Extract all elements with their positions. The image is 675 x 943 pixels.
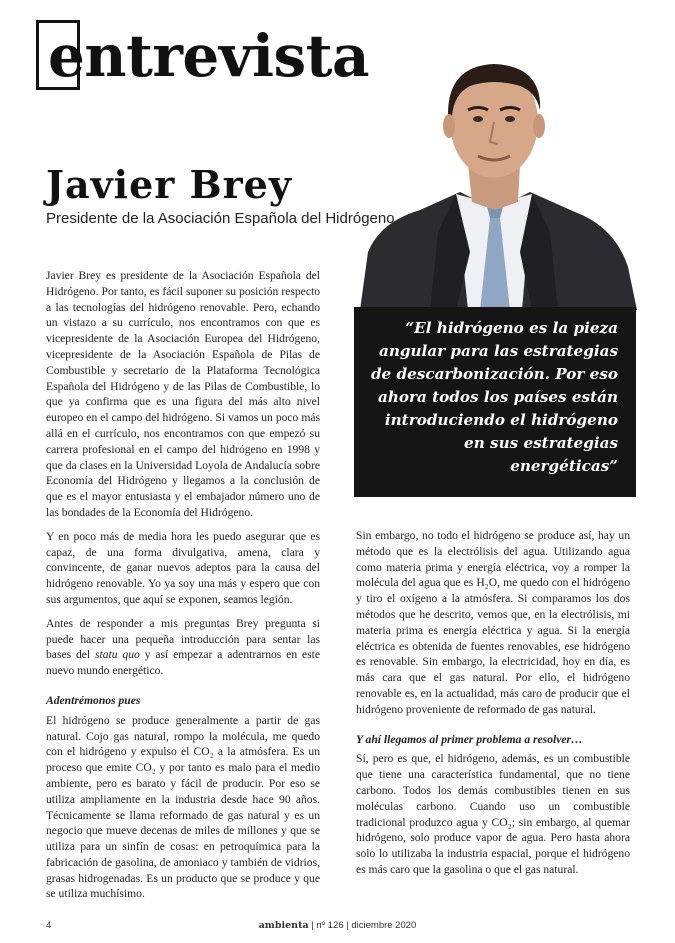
pull-quote: “El hidrógeno es la pieza angular para las estrategias de descarbonización. Por eso ahora todos los países están introduciendo el hidrógeno en sus estrategias energéticas”	[354, 307, 636, 497]
magazine-name: ambienta	[258, 920, 309, 931]
interviewee-portrait	[360, 52, 637, 310]
question-heading-2: Y ahí llegamos al primer problema a resolver…	[356, 732, 583, 746]
page-number: 4	[46, 920, 52, 931]
question-heading-1: Adentrémonos pues	[46, 693, 141, 707]
interviewee-role: Presidente de la Asociación Española del Hidrógeno	[46, 210, 395, 227]
answer-paragraph-3: Sí, pero es que, el hidrógeno, además, es un combustible que tiene una característica fundamental, que no tiene carbono. Todos los demás combustibles tienen en sus moléculas carbono. Cuando uso un combustible tradicional produzco agua y CO₂; sin embargo, al quemar hidrógeno, solo produce vapor de agua. Pero hasta ahora solo lo utilizaba la industria espacial, porque el hidrógeno es más caro que la gasolina o que el gas natural.	[356, 752, 630, 876]
p3-italic: statu quo	[95, 648, 140, 662]
left-column	[46, 268, 320, 910]
right-column	[356, 528, 630, 886]
section-initial: e	[48, 22, 85, 90]
section-word	[48, 22, 370, 90]
section-rest: ntrevista	[84, 22, 370, 90]
issue-info: | nº 126 | diciembre 2020	[308, 920, 417, 931]
answer-paragraph-1: El hidrógeno se produce generalmente a partir de gas natural. Cojo gas natural, rompo la molécula, me quedo con el hidrógeno y expulso el CO₂ a la atmósfera. Es un proceso que emite CO₂ y por tanto es malo para el medio ambiente, pero es barato y fácil de producir. Por eso se utiliza ampliamente en la industria desde hace 90 años. Técnicamente se llama reformado de gas natural y es un negocio que mueve decenas de miles de millones y que se utiliza para un sinfín de cosas: en petroquímica para la fabricación de gasolina, de amoniaco y también de vidrios, grasas hidrogenadas. Es un producto que se produce y que se utiliza muchísimo.	[46, 713, 320, 901]
intro-paragraph-2: Y en poco más de media hora les puedo asegurar que es capaz, de una forma divulgativa, amena, clara y convincente, de ganar nuevos adeptos para la causa del hidrógeno renovable. Yo ya soy una más y espero que con sus argumentos, que aquí se exponen, seamos legión.	[46, 529, 320, 606]
p3-text-a: Antes de responder a mis preguntas Brey pregunta si puede hacer una pequeña introducción para sentar las bases del	[46, 616, 320, 662]
footer-publication	[0, 920, 675, 931]
interviewee-name: Javier Brey	[46, 162, 292, 207]
p3-text-b: y así empezar a adentrarnos en este nuevo mundo energético.	[46, 648, 321, 678]
answer-paragraph-2: Sin embargo, no todo el hidrógeno se produce así, hay un método que es la electrólisis del agua. Utilizando agua como materia prima y energía eléctrica, voy a romper la molécula del agua que es H₂O, me quedo con el hidrógeno y tiro el oxígeno a la atmósfera. Si comparamos los dos métodos que he descrito, vemos que, en la electrólisis, mi materia prima es energía eléctrica y agua. Si la energía eléctrica es obtenida de fuentes renovables, ese hidrógeno es renovable. Sin embargo, la electricidad, hoy en día, es más cara que el gas natural. Por ello, el hidrógeno renovable es, en la actualidad, más caro de producir que el hidrógeno proveniente de reformado de gas natural.	[356, 529, 630, 716]
intro-paragraph-1: Javier Brey es presidente de la Asociación Española del Hidrógeno. Por tanto, es fácil suponer su posición respecto a las tecnologías del hidrógeno renovable. Pero, echando un vistazo a su currículo, nos encontramos con que es vicepresidente de la Asociación Europea del Hidrógeno, vicepresidente de la Asociación Española de Pilas de Combustible y secretario de la Plataforma Tecnológica Española del Hidrógeno y de las Pilas de Combustible, lo que ya confirma que es una figura del más alto nivel europeo en el campo del hidrógeno. Si vamos un poco más allá en el currículo, nos encontramos con que empezó su carrera profesional en el campo del hidrógeno en 1998 y que da clases en la Universidad Loyola de Andalucía sobre Economía del Hidrógeno y llegamos a la conclusión de que es el mayor entusiasta y el embajador número uno de las bondades de la Economía del Hidrógeno.	[46, 269, 320, 519]
intro-paragraph-3	[46, 616, 320, 679]
